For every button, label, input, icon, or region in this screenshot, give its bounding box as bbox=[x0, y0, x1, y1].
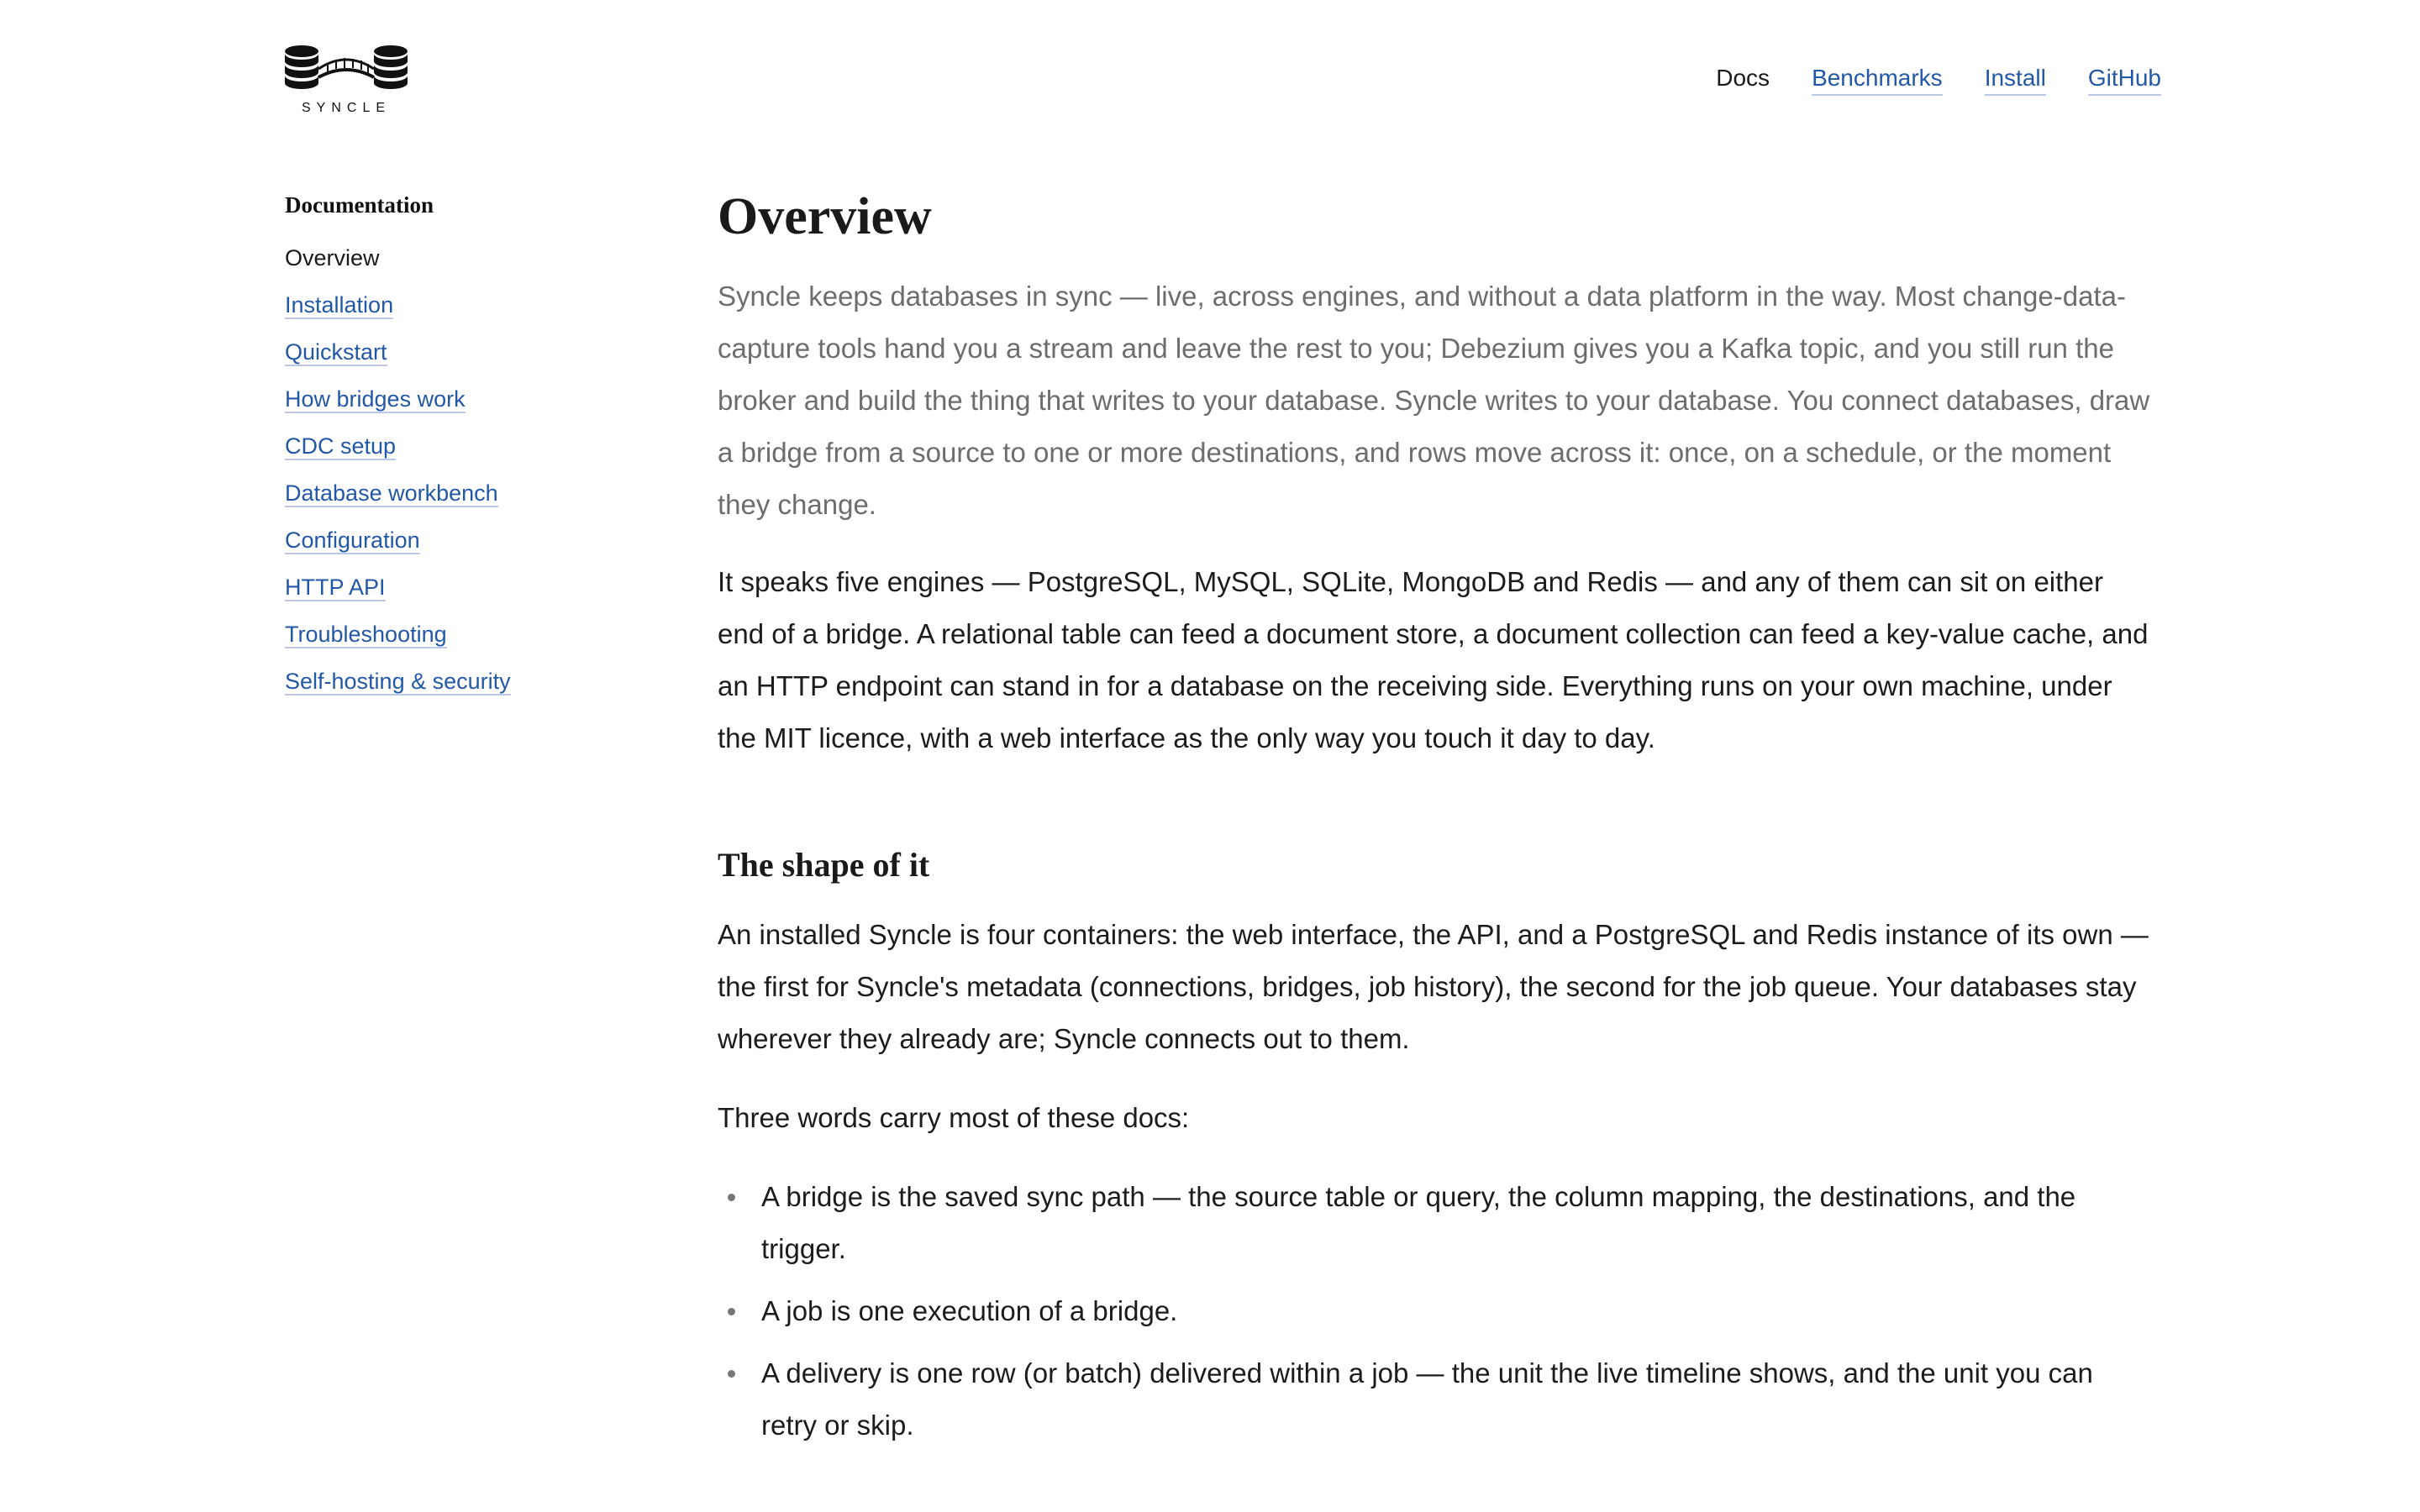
sidebar-item-cdc-setup bbox=[285, 429, 638, 476]
intro-paragraph: It speaks five engines — PostgreSQL, MySQL, SQLite, MongoDB and Redis — and any of them can sit on either end of a bridge. A relational table can feed a document store, a document collection can feed a key-value cache, and an HTTP endpoint can stand in for a database on the receiving side. Everything runs on your own machine, under the MIT licence, with a web interface as the only way you touch it day to day. bbox=[718, 566, 2149, 753]
lead-paragraph: Syncle keeps databases in sync — live, across engines, and without a data platform in the way. Most change-data-capture tools hand you a stream and leave the rest to you; Debezium gives you a Kafka topic, and you still run the broker and build the thing that writes to your database. Syncle writes to your database. You connect databases, draw a bridge from a source to one or more destinations, and rows move across it: once, on a schedule, or the moment they change. bbox=[718, 281, 2150, 520]
sidebar-link-configuration[interactable]: Configuration bbox=[285, 528, 420, 553]
sidebar-link-overview[interactable]: Overview bbox=[285, 245, 380, 270]
database-bridge-logo-icon bbox=[284, 44, 408, 97]
terms-intro: Three words carry most of these docs: bbox=[718, 1102, 1190, 1133]
nav-docs[interactable]: Docs bbox=[1716, 65, 1770, 91]
top-navigation bbox=[1716, 62, 2161, 96]
docs-sidebar bbox=[285, 188, 638, 711]
terms-list bbox=[718, 1171, 2154, 1452]
sidebar-link-database-workbench[interactable]: Database workbench bbox=[285, 480, 498, 506]
sidebar-link-quickstart[interactable]: Quickstart bbox=[285, 339, 387, 365]
nav-install[interactable]: Install bbox=[1985, 62, 2046, 96]
sidebar-item-configuration bbox=[285, 523, 638, 570]
sidebar-item-quickstart bbox=[285, 335, 638, 382]
syncle-logo[interactable] bbox=[284, 44, 408, 121]
sidebar-link-self-hosting-security[interactable]: Self-hosting & security bbox=[285, 669, 511, 694]
bullet-icon bbox=[728, 1308, 735, 1315]
list-item bbox=[718, 1347, 2154, 1452]
bullet-icon bbox=[728, 1370, 735, 1378]
list-item bbox=[718, 1171, 2154, 1275]
nav-benchmarks[interactable]: Benchmarks bbox=[1812, 62, 1943, 96]
sidebar-item-overview bbox=[285, 241, 638, 288]
sidebar-item-how-bridges-work bbox=[285, 382, 638, 429]
term-bridge: A bridge is the saved sync path — the source table or query, the column mapping, the destinations, and the trigger. bbox=[761, 1181, 2076, 1264]
sidebar-link-installation[interactable]: Installation bbox=[285, 292, 394, 318]
list-item bbox=[718, 1285, 2154, 1337]
sidebar-title: Documentation bbox=[285, 192, 434, 218]
sidebar-item-installation bbox=[285, 288, 638, 335]
sidebar-link-cdc-setup[interactable]: CDC setup bbox=[285, 433, 397, 459]
sidebar-link-http-api[interactable]: HTTP API bbox=[285, 575, 386, 600]
logo-wordmark: SYNCLE bbox=[301, 101, 392, 115]
sidebar-item-database-workbench bbox=[285, 476, 638, 523]
sidebar-menu bbox=[285, 241, 638, 711]
term-job: A job is one execution of a bridge. bbox=[761, 1295, 1178, 1326]
sidebar-link-how-bridges-work[interactable]: How bridges work bbox=[285, 386, 466, 412]
page-title: Overview bbox=[718, 188, 932, 245]
section-heading: The shape of it bbox=[718, 846, 930, 884]
bullet-icon bbox=[728, 1194, 735, 1201]
section-paragraph: An installed Syncle is four containers: the web interface, the API, and a PostgreSQL and Redis instance of its own — the first for Syncle's metadata (connections, bridges, job history), the second for the job queue. Your databases stay wherever they already are; Syncle connects out to them. bbox=[718, 919, 2149, 1054]
sidebar-item-troubleshooting bbox=[285, 617, 638, 664]
term-delivery: A delivery is one row (or batch) delivered within a job — the unit the live timeline shows, and the unit you can retry or skip. bbox=[761, 1357, 2093, 1441]
sidebar-item-http-api bbox=[285, 570, 638, 617]
sidebar-link-troubleshooting[interactable]: Troubleshooting bbox=[285, 622, 447, 647]
nav-github[interactable]: GitHub bbox=[2088, 62, 2161, 96]
sidebar-item-self-hosting-security bbox=[285, 664, 638, 711]
main-content bbox=[718, 183, 2154, 1462]
